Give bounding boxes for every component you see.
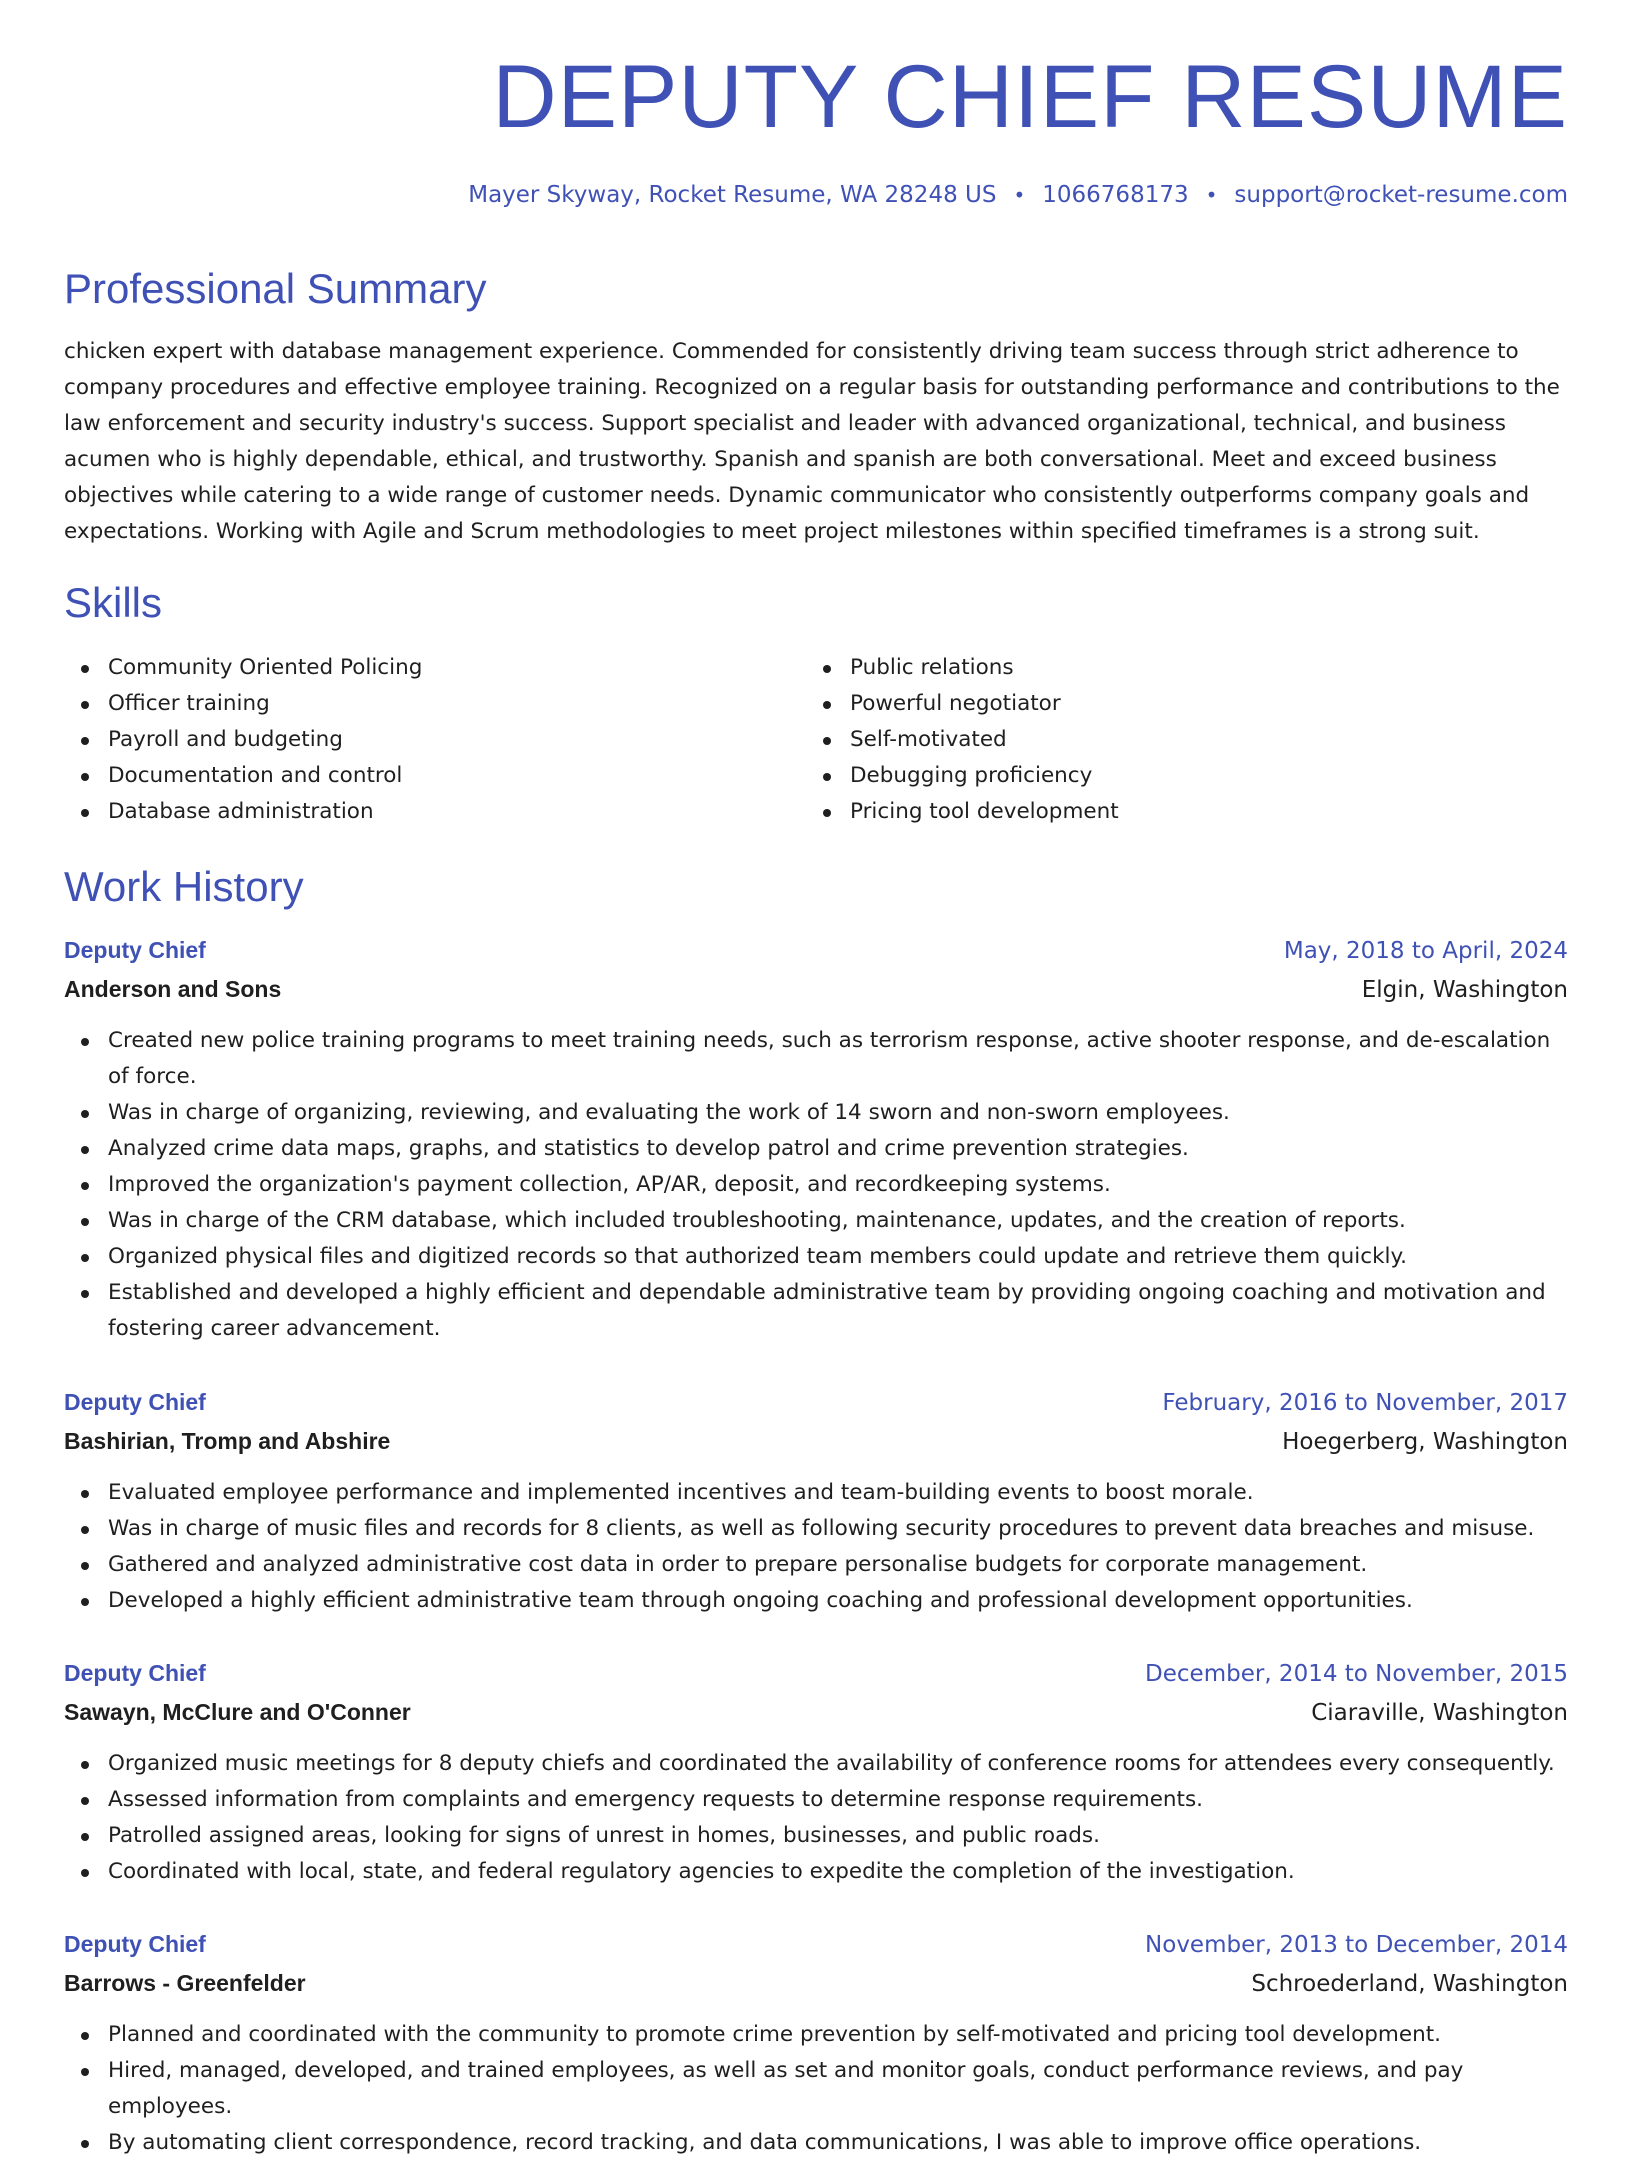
job-bullet: Hired, managed, developed, and trained employees, as well as set and monitor goals, conduct performance reviews, and pay employees. [64, 2053, 1568, 2125]
job-company-row [64, 1422, 1568, 1461]
job-bullet: Gathered and analyzed administrative cost data in order to prepare personalise budgets for corporate management. [64, 1547, 1568, 1583]
skill-item: Public relations [806, 650, 1548, 686]
job-location: Ciaraville, Washington [1311, 1700, 1568, 1726]
job-bullet: Evaluated employee performance and implemented incentives and team-building events to boost morale. [64, 1475, 1568, 1511]
job-bullet: Developed a highly efficient administrative team through ongoing coaching and professional development opportunities. [64, 1583, 1568, 1619]
job-company-row [64, 970, 1568, 1009]
job-dates: November, 2013 to December, 2014 [1145, 1932, 1568, 1958]
job-bullet: Coordinated with local, state, and federal regulatory agencies to expedite the completion of the investigation. [64, 1854, 1568, 1890]
contact-separator: • [1013, 183, 1026, 207]
job-dates: December, 2014 to November, 2015 [1145, 1661, 1568, 1687]
skill-item: Community Oriented Policing [64, 650, 806, 686]
job-header-row [64, 1925, 1568, 1964]
section-heading-work-history: Work History [64, 863, 304, 910]
skill-item: Pricing tool development [806, 794, 1548, 830]
job-entry [64, 1383, 1568, 1619]
job-bullet: Was in charge of organizing, reviewing, and evaluating the work of 14 sworn and non-sworn employees. [64, 1095, 1568, 1131]
job-location: Hoegerberg, Washington [1282, 1429, 1568, 1455]
contact-address: Mayer Skyway, Rocket Resume, WA 28248 US [468, 182, 997, 208]
job-dates: February, 2016 to November, 2017 [1162, 1390, 1568, 1416]
job-bullet: Established and developed a highly efficient and dependable administrative team by providing ongoing coaching and motivation and fostering career advancement. [64, 1275, 1568, 1347]
job-entry [64, 1654, 1568, 1890]
summary-text: chicken expert with database management experience. Commended for consistently driving team success through strict adherence to company procedures and effective employee training. Recognized on a regular basis for outstanding performance and contributions to the law enforcement and security industry's success. Support specialist and leader with advanced organizational, technical, and business acumen who is highly dependable, ethical, and trustworthy. Spanish and spanish are both conversational. Meet and exceed business objectives while catering to a wide range of customer needs. Dynamic communicator who consistently outperforms company goals and expectations. Working with Agile and Scrum methodologies to meet project milestones within specified timeframes is a strong suit. [64, 339, 1560, 544]
job-header-row [64, 931, 1568, 970]
skill-item: Debugging proficiency [806, 758, 1548, 794]
job-bullet: Organized music meetings for 8 deputy chiefs and coordinated the availability of conference rooms for attendees every consequently. [64, 1746, 1568, 1782]
skills-column-right [806, 650, 1548, 830]
job-bullet: Organized physical files and digitized records so that authorized team members could update and retrieve them quickly. [64, 1239, 1568, 1275]
job-bullet: Analyzed crime data maps, graphs, and statistics to develop patrol and crime prevention strategies. [64, 1131, 1568, 1167]
contact-email[interactable]: support@rocket-resume.com [1234, 182, 1568, 208]
job-title: Deputy Chief [64, 937, 206, 963]
resume-title: DEPUTY CHIEF RESUME [492, 46, 1568, 146]
job-company: Barrows - Greenfelder [64, 1970, 306, 1996]
section-heading-skills: Skills [64, 579, 163, 626]
job-title: Deputy Chief [64, 1660, 206, 1686]
job-dates: May, 2018 to April, 2024 [1283, 938, 1568, 964]
job-bullet: Improved the organization's payment collection, AP/AR, deposit, and recordkeeping systems. [64, 1167, 1568, 1203]
job-title: Deputy Chief [64, 1931, 206, 1957]
job-company: Sawayn, McClure and O'Conner [64, 1699, 411, 1725]
job-bullet: Patrolled assigned areas, looking for signs of unrest in homes, businesses, and public roads. [64, 1818, 1568, 1854]
skills-list [64, 650, 1568, 830]
job-bullets [64, 1023, 1568, 1347]
job-bullets [64, 2017, 1568, 2161]
job-bullets [64, 1475, 1568, 1619]
job-header-row [64, 1383, 1568, 1422]
skill-item: Database administration [64, 794, 806, 830]
job-company: Anderson and Sons [64, 976, 282, 1002]
job-entry [64, 931, 1568, 1347]
job-company-row [64, 1693, 1568, 1732]
skill-item: Payroll and budgeting [64, 722, 806, 758]
job-title: Deputy Chief [64, 1389, 206, 1415]
contact-separator: • [1205, 183, 1218, 207]
job-bullet: Was in charge of music files and records for 8 clients, as well as following security procedures to prevent data breaches and misuse. [64, 1511, 1568, 1547]
job-bullet: Planned and coordinated with the community to promote crime prevention by self-motivated and pricing tool development. [64, 2017, 1568, 2053]
job-bullet: Assessed information from complaints and emergency requests to determine response requirements. [64, 1782, 1568, 1818]
job-location: Schroederland, Washington [1251, 1971, 1568, 1997]
job-bullet: By automating client correspondence, record tracking, and data communications, I was able to improve office operations. [64, 2125, 1568, 2161]
job-header-row [64, 1654, 1568, 1693]
job-bullet: Was in charge of the CRM database, which included troubleshooting, maintenance, updates, and the creation of reports. [64, 1203, 1568, 1239]
job-location: Elgin, Washington [1361, 977, 1568, 1003]
contact-phone: 1066768173 [1042, 182, 1189, 208]
job-bullets [64, 1746, 1568, 1890]
job-company: Bashirian, Tromp and Abshire [64, 1428, 391, 1454]
job-company-row [64, 1964, 1568, 2003]
skill-item: Self-motivated [806, 722, 1548, 758]
skill-item: Documentation and control [64, 758, 806, 794]
skills-column-left [64, 650, 806, 830]
job-bullet: Created new police training programs to meet training needs, such as terrorism response, active shooter response, and de-escalation of force. [64, 1023, 1568, 1095]
contact-line [468, 182, 1568, 208]
job-entry [64, 1925, 1568, 2161]
skill-item: Officer training [64, 686, 806, 722]
skill-item: Powerful negotiator [806, 686, 1548, 722]
section-heading-summary: Professional Summary [64, 265, 487, 312]
